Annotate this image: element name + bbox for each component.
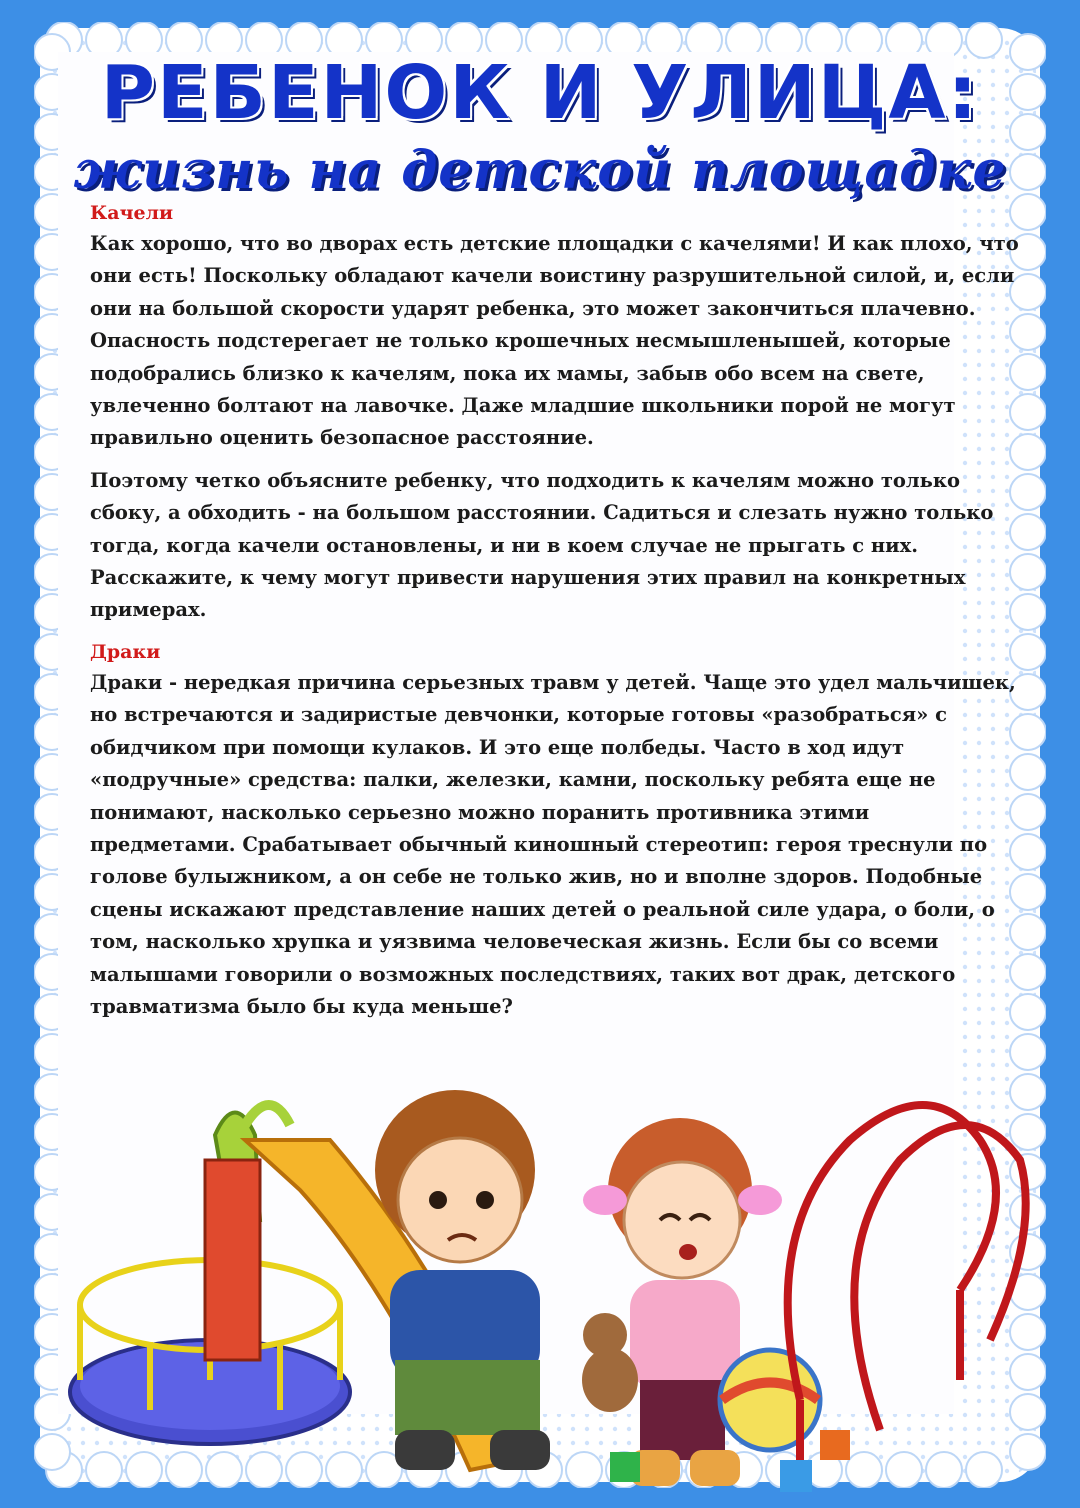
ball-illustration [720, 1350, 820, 1450]
heading-fights: Драки [90, 640, 161, 663]
paragraph-swings-2: Поэтому четко объясните ребенку, что подходить к качелям можно только сбоку, а обходить - на большом расстоянии. Садиться и слезать нужно только тогда, когда качели остановлены, и ни в коем случае не прыгать с них. Расскажите, к чему могут привести нарушения этих правил на конкретных примерах. [90, 468, 994, 622]
heading-swings: Качели [90, 202, 174, 224]
boy-illustration [375, 1090, 550, 1470]
paragraph-fights-1: Драки - нередкая причина серьезных травм у детей. Чаще это удел мальчишек, но встречаются и задиристые девчонки, которые готовы «разобраться» с обидчиком при помощи кулаков. И это еще полбеды. Часто в ход идут «подручные» средства: палки, железки, камни, поскольку ребята еще не понимают, насколько серьезно можно поранить противника этими предметами. Срабатывает обычный киношный стереотип: героя треснули по голове булыжником, а он себе не только жив, но и вполне здоров. Подобные сцены искажают представление наших детей о реальной силе удара, о боли, о том, насколько хрупка и уязвима человеческая жизнь. Если бы со всеми малышами говорили о возможных последствиях, таких вот драк, детского травматизма было бы куда меньше? [90, 670, 1016, 1018]
teddy-bear-illustration [582, 1313, 638, 1412]
poster-subtitle: жизнь на детской площадке [73, 140, 1007, 201]
playground-illustration [0, 1080, 1080, 1508]
paragraph-swings-1: Как хорошо, что во дворах есть детские площадки с качелями! И как плохо, что они есть! Поскольку обладают качели воистину разрушительной силой, и, если они на большой скорости ударят ребенка, это может закончиться плачевно. Опасность подстерегает не только крошечных несмышленышей, которые подобрались близко к качелям, пока их мамы, забыв обо всем на свете, увлеченно болтают на лавочке. Даже младшие школьники порой не могут правильно оценить безопасное расстояние. [90, 232, 1019, 450]
spiral-frame-illustration [788, 1105, 1026, 1460]
article-body [90, 198, 1020, 1033]
poster-title: РЕБЕНОК И УЛИЦА: [100, 50, 980, 136]
